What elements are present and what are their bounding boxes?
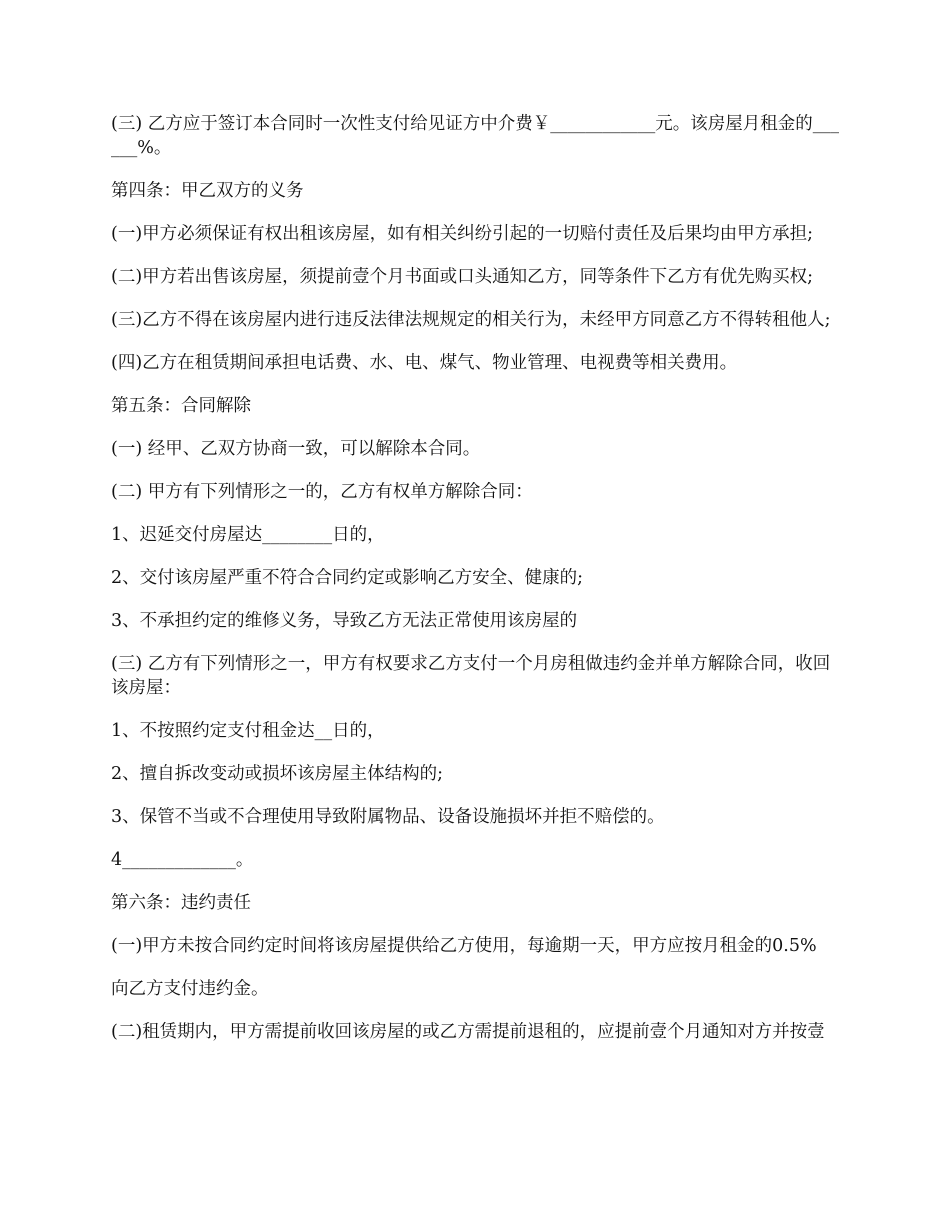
list-item-5-3-1: 1、不按照约定支付租金达__日的， — [111, 721, 385, 741]
list-item-5-2-1: 1、迟延交付房屋达________日的， — [111, 525, 385, 545]
heading-article-4: 第四条：甲乙双方的义务 — [111, 181, 304, 201]
paragraph-4-3: (三)乙方不得在该房屋内进行违反法律法规规定的相关行为，未经甲方同意乙方不得转租他人; — [111, 310, 831, 330]
paragraph-5-3: (三) 乙方有下列情形之一，甲方有权要求乙方支付一个月房租做违约金并单方解除合同，收回该房屋： — [111, 654, 831, 698]
list-item-5-2-3: 3、不承担约定的维修义务，导致乙方无法正常使用该房屋的 — [111, 611, 578, 631]
paragraph-4-2: (二)甲方若出售该房屋，须提前壹个月书面或口头通知乙方，同等条件下乙方有优先购买权; — [111, 267, 814, 287]
paragraph-4-4: (四)乙方在租赁期间承担电话费、水、电、煤气、物业管理、电视费等相关费用。 — [111, 353, 738, 373]
heading-article-6: 第六条：违约责任 — [111, 893, 251, 913]
list-item-5-3-2: 2、擅自拆改变动或损坏该房屋主体结构的; — [111, 764, 444, 784]
list-item-5-3-4: 4_____________。 — [111, 850, 254, 870]
paragraph-6-1: (一)甲方未按合同约定时间将该房屋提供给乙方使用，每逾期一天，甲方应按月租金的0.5% — [111, 936, 817, 956]
list-item-5-3-3: 3、保管不当或不合理使用导致附属物品、设备设施损坏并拒不赔偿的。 — [111, 807, 665, 827]
paragraph-4-1: (一)甲方必须保证有权出租该房屋，如有相关纠纷引起的一切赔付责任及后果均由甲方承担; — [111, 224, 814, 244]
paragraph-6-2: (二)租赁期内，甲方需提前收回该房屋的或乙方需提前退租的，应提前壹个月通知对方并按壹 — [111, 1022, 825, 1042]
paragraph-6-1-continued: 向乙方支付违约金。 — [111, 979, 269, 999]
document-page — [111, 112, 841, 1063]
heading-article-5: 第五条：合同解除 — [111, 396, 251, 416]
list-item-5-2-2: 2、交付该房屋严重不符合合同约定或影响乙方安全、健康的; — [111, 568, 584, 588]
paragraph-5-1: (一) 经甲、乙双方协商一致，可以解除本合同。 — [111, 439, 481, 459]
paragraph-agency-fee: (三) 乙方应于签订本合同时一次性支付给见证方中介费￥____________元。该房屋月租金的______%。 — [111, 114, 839, 158]
paragraph-5-2: (二) 甲方有下列情形之一的，乙方有权单方解除合同： — [111, 482, 533, 502]
